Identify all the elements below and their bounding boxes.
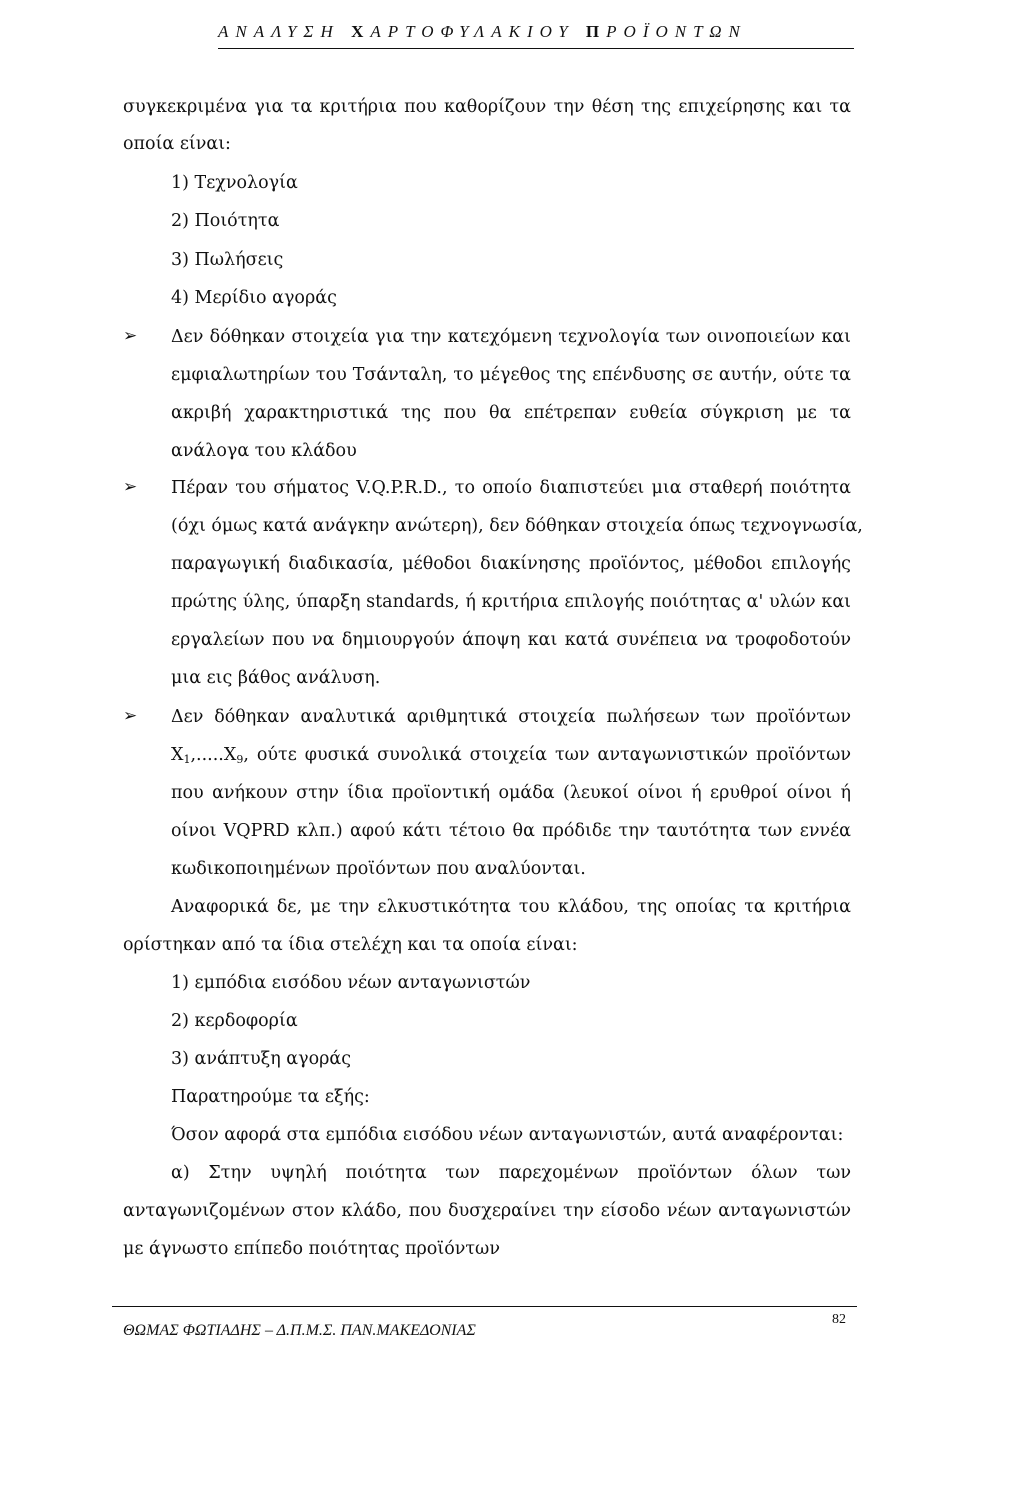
header-word-2-rest: ΑΡΤΟΦΥΛΑΚΙΟΥ [370,22,575,41]
intro-line-2: οποία είναι: [123,134,231,154]
para-2-line-2: ορίστηκαν από τα ίδια στελέχη και τα οποία είναι: [123,935,578,955]
bullet-2-line-1: Πέραν του σήματος V.Q.P.R.D., το οποίο διαπιστεύει μια σταθερή ποιότητα [171,478,851,498]
bullet-1-line-2: εμφιαλωτηρίων του Τσάνταλη, το μέγεθος της επένδυσης σε αυτήν, ούτε τα [171,365,851,385]
bullet-1-line-1: Δεν δόθηκαν στοιχεία για την κατεχόμενη τεχνολογία των οινοποιείων και [171,327,851,347]
criteria-1-item-4: 4) Μερίδιο αγοράς [171,288,337,308]
running-header [218,22,850,42]
bullet-3-line-5: κωδικοποιημένων προϊόντων που αναλύονται. [171,859,586,879]
header-word-2-initial: Χ [351,22,371,41]
bullet-3-line-1: Δεν δόθηκαν αναλυτικά αριθμητικά στοιχεία πωλήσεων των προϊόντων [171,707,851,727]
bullet-3-line-2 [171,744,851,771]
intro-line-1: συγκεκριμένα για τα κριτήρια που καθορίζουν την θέση της επιχείρησης και τα [123,97,851,117]
bullet-2-line-4: πρώτης ύλης, ύπαρξη standards, ή κριτήρια επιλογής ποιότητας α' υλών και [171,592,851,612]
header-word-3-rest: ΡΟΪΟΝΤΩΝ [606,22,747,41]
bullet-2-line-5: εργαλείων που να δημιουργούν άποψη και κατά συνέπεια να τροφοδοτούν [171,630,851,650]
page-number: 82 [832,1312,846,1327]
bullet-3-line-2-rest: , ούτε φυσικά συνολικά στοιχεία των ανταγωνιστικών προϊόντων [243,745,851,765]
product-range: $X_1,.....X_9$ [171,745,244,766]
criteria-1-item-1: 1) Τεχνολογία [171,173,298,193]
header-word-3-initial: Π [585,22,607,41]
bullet-2-line-6: μια εις βάθος ανάλυση. [171,668,381,688]
bullet-3-line-3: που ανήκουν στην ίδια προϊοντική ομάδα (λευκοί οίνοι ή ερυθροί οίνοι ή [171,783,851,803]
criteria-1-item-2: 2) Ποιότητα [171,211,280,231]
criteria-1-item-3: 3) Πωλήσεις [171,250,284,270]
bullet-1-line-3: ακριβή χαρακτηριστικά της που θα επέτρεπαν ευθεία σύγκριση με τα [171,403,851,423]
para-2-line-1: Αναφορικά δε, με την ελκυστικότητα του κλάδου, της οποίας τα κριτήρια [171,897,851,917]
bullet-arrow-icon: ➢ [123,706,138,726]
header-word-1: ΑΝΑΛΥΣΗ [218,22,340,41]
observe-line: Παρατηρούμε τα εξής: [171,1087,370,1107]
footer-author: ΘΩΜΑΣ ΦΩΤΙΑΔΗΣ – Δ.Π.Μ.Σ. ΠΑΝ.ΜΑΚΕΔΟΝΙΑΣ [123,1322,476,1339]
criteria-2-item-1: 1) εμπόδια εισόδου νέων ανταγωνιστών [171,973,531,993]
point-a-line-3: με άγνωστο επίπεδο ποιότητας προϊόντων [123,1239,500,1259]
bullet-arrow-icon: ➢ [123,326,138,346]
bullet-1-line-4: ανάλογα του κλάδου [171,441,357,461]
point-a-line-2: ανταγωνιζομένων στον κλάδο, που δυσχεραίνει την είσοδο νέων ανταγωνιστών [123,1201,851,1221]
bullet-3-line-4: οίνοι VQPRD κλπ.) αφού κάτι τέτοιο θα πρόδιδε την ταυτότητα των εννέα [171,821,851,841]
footer-rule [112,1306,857,1307]
bullet-2-line-2: (όχι όμως κατά ανάγκην ανώτερη), δεν δόθηκαν στοιχεία όπως τεχνογνωσία, [171,516,863,536]
criteria-2-item-2: 2) κερδοφορία [171,1011,298,1031]
bullet-arrow-icon: ➢ [123,477,138,497]
point-a-line-1: α) Στην υψηλή ποιότητα των παρεχομένων προϊόντων όλων των [171,1163,851,1183]
criteria-2-item-3: 3) ανάπτυξη αγοράς [171,1049,352,1069]
header-rule [218,48,854,49]
barriers-line: Όσον αφορά στα εμπόδια εισόδου νέων ανταγωνιστών, αυτά αναφέρονται: [171,1125,844,1145]
bullet-2-line-3: παραγωγική διαδικασία, μέθοδοι διακίνησης προϊόντος, μέθοδοι επιλογής [171,554,851,574]
